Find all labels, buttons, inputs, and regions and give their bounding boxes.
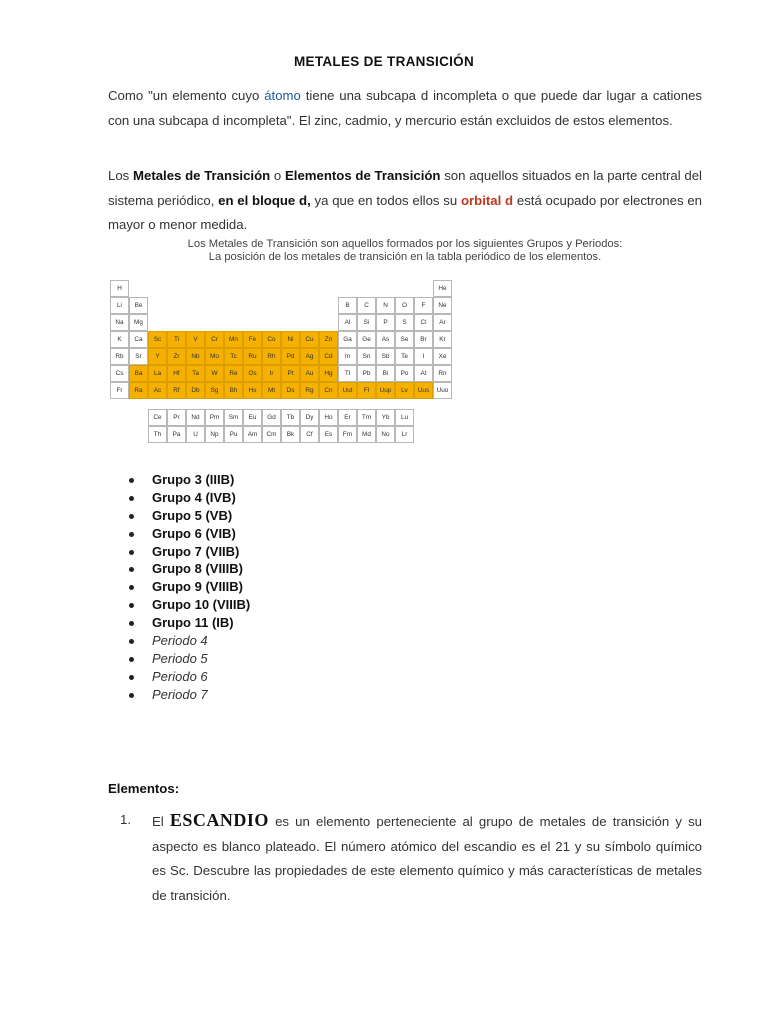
lanthanide-cell: Ho [319,409,338,426]
bullet-icon [129,567,134,572]
group-item-label: Grupo 9 (VIIIB) [152,579,243,595]
elements-list [108,808,702,908]
actinide-cell: Lr [395,426,414,443]
element-cell: Pd [281,348,300,365]
element-cell: Ar [433,314,452,331]
element-cell: Cd [319,348,338,365]
element-cell: Rb [110,348,129,365]
group-item [108,507,250,525]
elements-heading: Elementos: [108,781,180,796]
element-cell: Uus [414,382,433,399]
element-cell: Lv [395,382,414,399]
element-cell: Ba [129,365,148,382]
element-cell: Sb [376,348,395,365]
element-cell: Db [186,382,205,399]
bullet-icon [129,550,134,555]
actinide-cell: Es [319,426,338,443]
lanthanide-cell: Yb [376,409,395,426]
group-item [108,471,250,489]
element-cell: H [110,280,129,297]
list-number: 1. [120,812,131,827]
element-cell: Bi [376,365,395,382]
element-cell: P [376,314,395,331]
actinide-cell: U [186,426,205,443]
intro-paragraph [108,84,702,133]
lanthanide-cell: Sm [224,409,243,426]
element-cell: Ga [338,331,357,348]
atomo-link[interactable]: átomo [264,88,301,103]
element-cell: Mn [224,331,243,348]
lanthanide-cell: Eu [243,409,262,426]
bullet-icon [129,693,134,698]
bullet-icon [129,639,134,644]
element-cell: Ne [433,297,452,314]
element-cell: Xe [433,348,452,365]
element-name: ESCANDIO [169,810,269,830]
period-item [108,632,250,650]
period-item-label: Periodo 5 [152,650,208,666]
element-cell: Rf [167,382,186,399]
period-item [108,668,250,686]
element-cell: Ag [300,348,319,365]
term-elementos: Elementos de Transición [284,168,441,183]
element-cell: Ta [186,365,205,382]
element-cell: Br [414,331,433,348]
element-cell: Rn [433,365,452,382]
group-item [108,596,250,614]
group-item-label: Grupo 6 (VIB) [152,525,236,541]
period-item-label: Periodo 4 [152,633,208,649]
element-cell: W [205,365,224,382]
bullet-icon [129,496,134,501]
item-text: El [152,814,170,829]
element-cell: Ti [167,331,186,348]
item-text-rest: es un elemento perteneciente al grupo de metales de transición y su aspecto es blanco plateado. El número atómico del escandio es el 21 y su símbolo químico es Sc. Descubre las propiedades de este elemento químico y más características de metales de transición. [152,814,703,903]
list-item-escandio [152,808,702,908]
period-item [108,686,250,704]
definition-paragraph [108,164,702,238]
element-cell: F [414,297,433,314]
definition-text: está ocupado por electrones en mayor o menor medida. [108,192,703,232]
element-cell: O [395,297,414,314]
element-cell: Se [395,331,414,348]
element-cell: Cu [300,331,319,348]
lanthanide-cell: Nd [186,409,205,426]
element-cell: Tl [338,365,357,382]
element-cell: Na [110,314,129,331]
element-cell: Sn [357,348,376,365]
element-cell: Kr [433,331,452,348]
element-cell: Pt [281,365,300,382]
element-cell: K [110,331,129,348]
group-item [108,614,250,632]
actinide-cell: Cf [300,426,319,443]
page-title: METALES DE TRANSICIÓN [293,54,475,69]
element-cell: Be [129,297,148,314]
lanthanide-cell: Gd [262,409,281,426]
definition-text: Los [108,168,133,183]
element-cell: Pb [357,365,376,382]
element-cell: Ge [357,331,376,348]
element-cell: La [148,365,167,382]
intro-text-rest: tiene una subcapa d incompleta o que puede dar lugar a cationes con una subcapa d incompleta". El zinc, cadmio, y mercurio están excluidos de estos elementos. [108,88,702,128]
element-cell: Mg [129,314,148,331]
actinide-cell: Fm [338,426,357,443]
element-cell: Mt [262,382,281,399]
element-cell: Te [395,348,414,365]
element-cell: He [433,280,452,297]
lanthanide-cell: Ce [148,409,167,426]
bullet-icon [129,478,134,483]
bullet-icon [129,603,134,608]
group-item [108,489,250,507]
element-cell: Cs [110,365,129,382]
bullet-icon [129,585,134,590]
element-cell: Y [148,348,167,365]
element-cell: Ru [243,348,262,365]
element-cell: Fr [110,382,129,399]
element-cell: Hf [167,365,186,382]
element-cell: Uuo [433,382,452,399]
lanthanide-cell: Pr [167,409,186,426]
group-item-label: Grupo 3 (IIIB) [152,472,235,487]
element-cell: Os [243,365,262,382]
lanthanide-cell: Er [338,409,357,426]
element-cell: Zr [167,348,186,365]
group-item [108,560,250,578]
bullet-icon [129,514,134,519]
actinide-cell: No [376,426,395,443]
element-cell: Fe [243,331,262,348]
element-cell: Hg [319,365,338,382]
group-item [108,543,250,561]
element-cell: Ir [262,365,281,382]
element-cell: Li [110,297,129,314]
element-cell: Rg [300,382,319,399]
element-cell: Fl [357,382,376,399]
group-item-label: Grupo 4 (IVB) [152,489,236,505]
element-cell: Ac [148,382,167,399]
element-cell: B [338,297,357,314]
element-cell: Ds [281,382,300,399]
term-metales: Metales de Transición [133,168,271,183]
period-item-label: Periodo 6 [152,668,208,684]
period-item [108,650,250,668]
element-cell: At [414,365,433,382]
definition-text: o [270,168,285,183]
element-cell: Ni [281,331,300,348]
bullet-icon [129,621,134,626]
term-bloque-d: en el bloque d, [218,192,311,208]
group-item-label: Grupo 8 (VIIIB) [152,561,243,577]
element-cell: Uut [338,382,357,399]
lanthanide-cell: Tm [357,409,376,426]
element-cell: Sr [129,348,148,365]
element-cell: In [338,348,357,365]
element-cell: As [376,331,395,348]
element-cell: Co [262,331,281,348]
element-cell: Cn [319,382,338,399]
groups-periods-list [108,471,250,704]
actinide-cell: Th [148,426,167,443]
lanthanide-cell: Pm [205,409,224,426]
actinide-cell: Pa [167,426,186,443]
definition-text: son aquellos situados en la parte central del sistema periódico, [108,168,702,208]
element-cell: Au [300,365,319,382]
element-cell: S [395,314,414,331]
bullet-icon [129,532,134,537]
group-item-label: Grupo 7 (VIIB) [152,543,240,559]
element-cell: Zn [319,331,338,348]
actinide-cell: Pu [224,426,243,443]
period-item-label: Periodo 7 [152,686,208,702]
element-cell: Mo [205,348,224,365]
actinide-cell: Md [357,426,376,443]
figure-caption-line1: Los Metales de Transición son aquellos formados por los siguientes Grupos y Periodos: [187,238,623,250]
element-cell: I [414,348,433,365]
orbital-d-link[interactable]: orbital d [460,192,514,208]
group-item-label: Grupo 11 (IB) [152,615,234,631]
element-cell: Al [338,314,357,331]
element-cell: Cr [205,331,224,348]
element-cell: Cl [414,314,433,331]
element-cell: Uup [376,382,395,399]
lanthanide-cell: Dy [300,409,319,426]
actinide-cell: Np [205,426,224,443]
group-item [108,525,250,543]
element-cell: Tc [224,348,243,365]
element-cell: Ca [129,331,148,348]
element-cell: Sg [205,382,224,399]
bullet-icon [129,675,134,680]
element-cell: Re [224,365,243,382]
actinide-cell: Bk [281,426,300,443]
element-cell: Sc [148,331,167,348]
intro-text: Como "un elemento cuyo [108,88,265,103]
element-cell: V [186,331,205,348]
group-item [108,578,250,596]
element-cell: Bh [224,382,243,399]
actinide-cell: Cm [262,426,281,443]
element-cell: Si [357,314,376,331]
figure-caption-line2: La posición de los metales de transición en la tabla periódico de los elementos. [208,251,602,263]
element-cell: Po [395,365,414,382]
definition-text: ya que en todos ellos su [310,192,461,208]
group-item-label: Grupo 10 (VIIIB) [152,597,251,613]
element-cell: Nb [186,348,205,365]
lanthanide-cell: Tb [281,409,300,426]
group-item-label: Grupo 5 (VB) [152,507,233,523]
bullet-icon [129,657,134,662]
element-cell: N [376,297,395,314]
element-cell: C [357,297,376,314]
element-cell: Hs [243,382,262,399]
actinide-cell: Am [243,426,262,443]
lanthanide-cell: Lu [395,409,414,426]
element-cell: Ra [129,382,148,399]
element-cell: Rh [262,348,281,365]
